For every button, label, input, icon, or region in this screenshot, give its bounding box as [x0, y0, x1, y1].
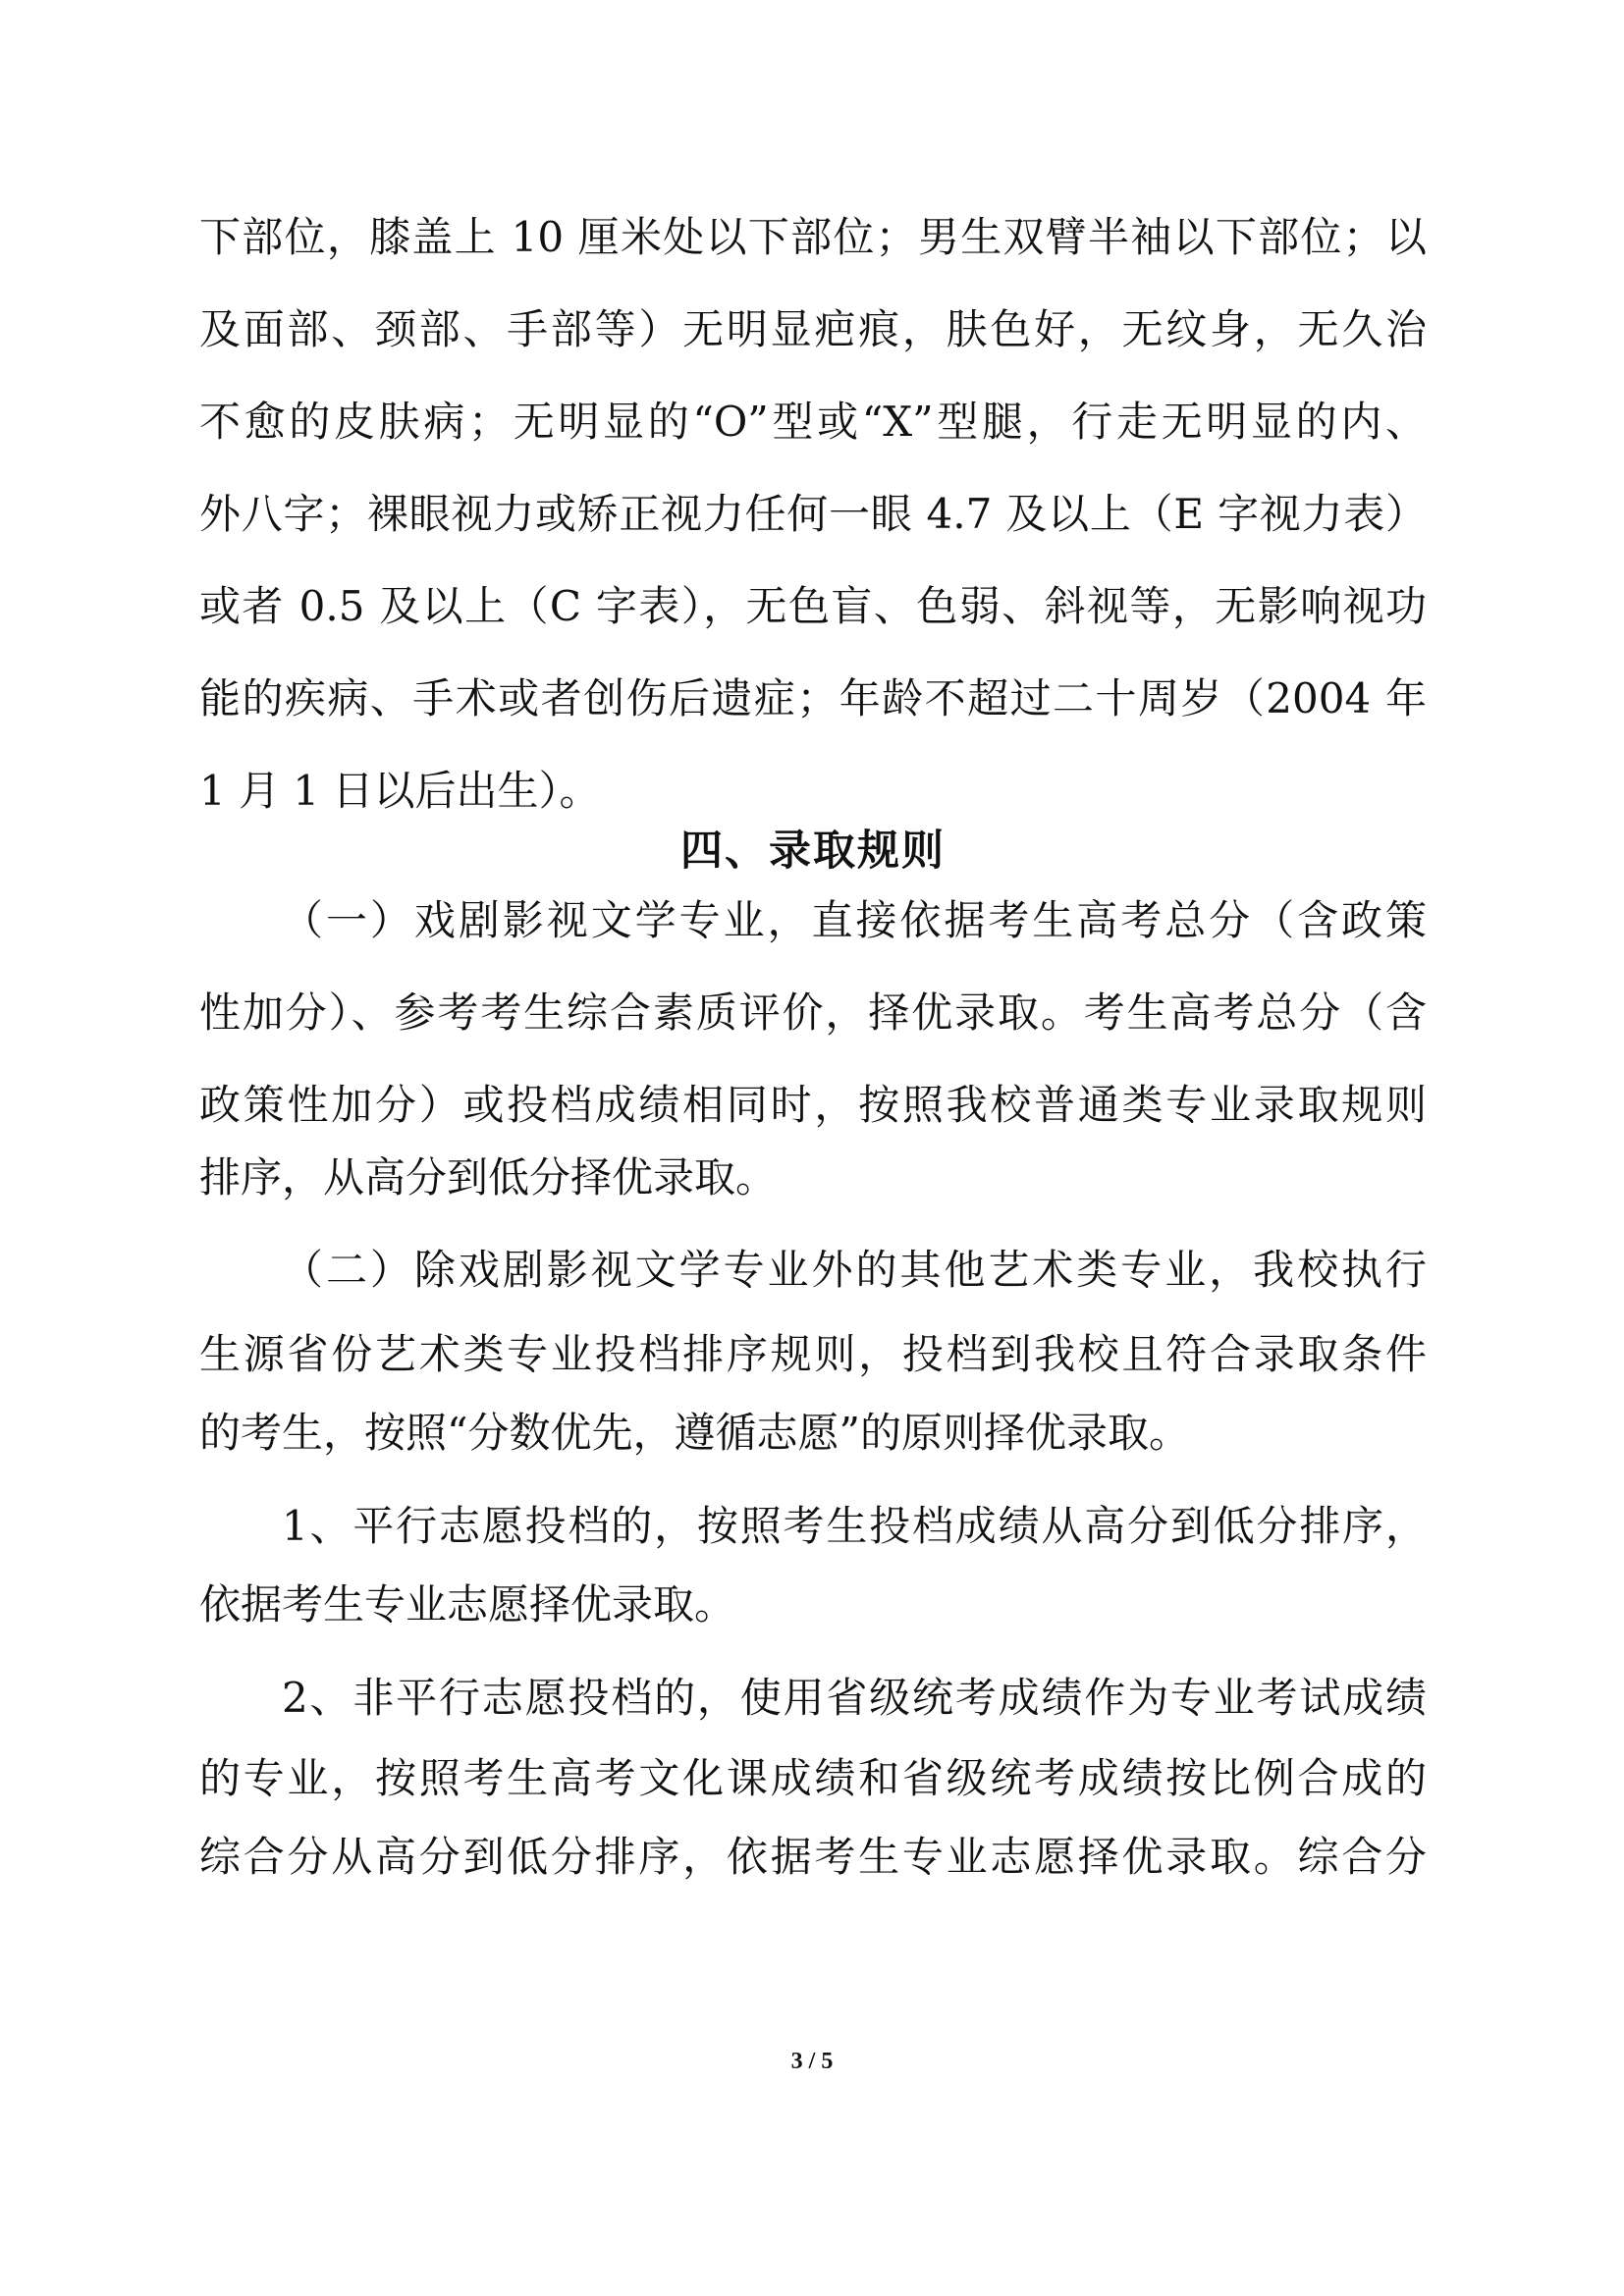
body-line: 的考生，按照“分数优先，遵循志愿”的原则择优录取。 [199, 1409, 1190, 1457]
body-line: （二）除戏剧影视文学专业外的其他艺术类专业，我校执行 [282, 1246, 1427, 1294]
body-line: 外八字；裸眼视力或矫正视力任何一眼 4.7 及以上（E 字视力表） [199, 490, 1427, 538]
body-line: 的专业，按照考生高考文化课成绩和省级统考成绩按比例合成的 [199, 1754, 1427, 1802]
body-line: 及面部、颈部、手部等）无明显疤痕，肤色好，无纹身，无久治 [199, 305, 1427, 353]
body-line: （一）戏剧影视文学专业，直接依据考生高考总分（含政策 [282, 896, 1427, 944]
body-line: 依据考生专业志愿择优录取。 [199, 1580, 736, 1629]
section-heading: 四、录取规则 [680, 827, 946, 876]
body-line: 能的疾病、手术或者创伤后遗症；年龄不超过二十周岁（2004 年 [199, 674, 1427, 722]
body-line: 2、非平行志愿投档的，使用省级统考成绩作为专业考试成绩 [282, 1674, 1427, 1722]
body-line: 下部位，膝盖上 10 厘米处以下部位；男生双臂半袖以下部位；以 [199, 213, 1427, 261]
body-line: 排序，从高分到低分择优录取。 [199, 1153, 778, 1201]
body-line: 综合分从高分到低分排序，依据考生专业志愿择优录取。综合分 [199, 1833, 1427, 1881]
body-line: 或者 0.5 及以上（C 字表），无色盲、色弱、斜视等，无影响视功 [199, 582, 1427, 630]
page-number: 3 / 5 [790, 2049, 834, 2074]
body-line: 1 月 1 日以后出生）。 [199, 767, 601, 815]
body-line: 1、平行志愿投档的，按照考生投档成绩从高分到低分排序， [282, 1502, 1427, 1550]
body-line: 生源省份艺术类专业投档排序规则，投档到我校且符合录取条件 [199, 1330, 1427, 1378]
body-line: 不愈的皮肤病；无明显的“O”型或“X”型腿，行走无明显的内、 [199, 398, 1427, 446]
body-line: 性加分）、参考考生综合素质评价，择优录取。考生高考总分（含 [199, 988, 1427, 1037]
body-line: 政策性加分）或投档成绩相同时，按照我校普通类专业录取规则 [199, 1081, 1427, 1129]
